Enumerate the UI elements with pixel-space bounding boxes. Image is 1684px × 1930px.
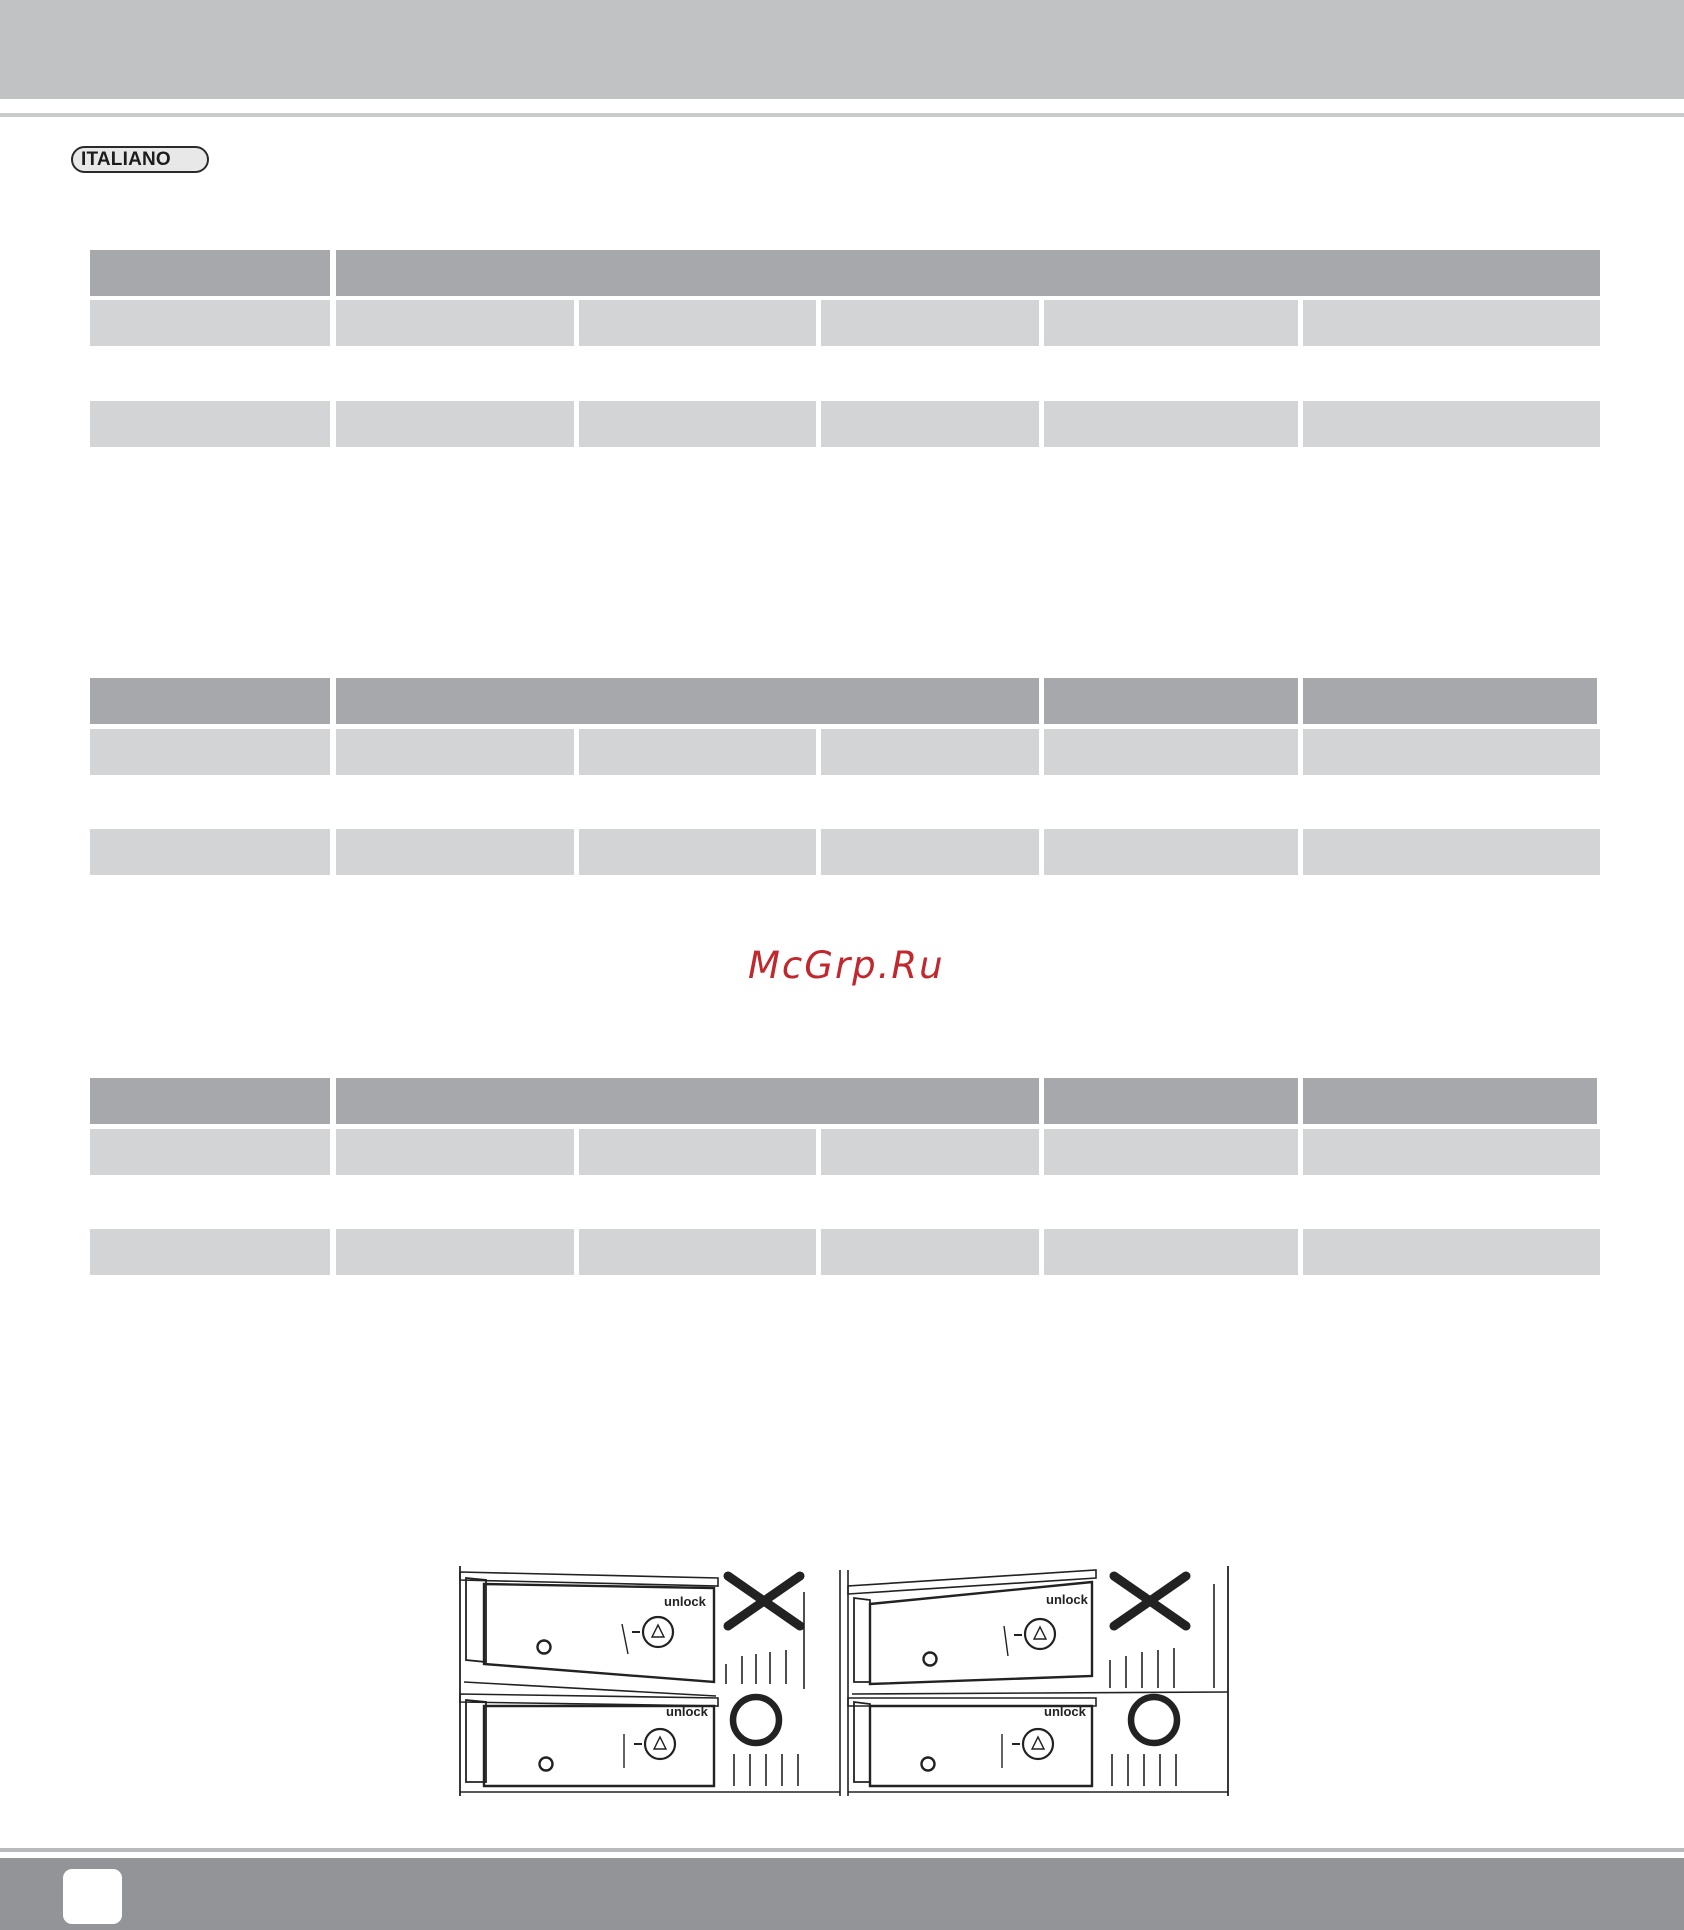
table-row bbox=[90, 729, 1600, 775]
table-cell bbox=[579, 300, 816, 346]
table-cell bbox=[90, 1229, 330, 1275]
table-header-cell bbox=[336, 678, 1039, 724]
table-cell bbox=[336, 729, 574, 775]
panel-bottom-right bbox=[848, 1697, 1228, 1792]
header-band bbox=[0, 0, 1684, 99]
table-cell bbox=[1044, 1129, 1298, 1175]
table-cell bbox=[336, 1129, 574, 1175]
table-cell bbox=[821, 1229, 1039, 1275]
panel-top-right bbox=[848, 1570, 1228, 1694]
watermark: McGrp.Ru bbox=[748, 944, 945, 987]
table-cell bbox=[1303, 1129, 1600, 1175]
table-header-cell bbox=[336, 250, 1600, 296]
table-cell bbox=[90, 300, 330, 346]
table-cell bbox=[336, 401, 574, 447]
table-cell bbox=[1044, 300, 1298, 346]
table-cell bbox=[821, 1129, 1039, 1175]
table-row bbox=[90, 401, 1600, 447]
page-number-box bbox=[63, 1869, 122, 1924]
table-header-cell bbox=[1044, 1078, 1298, 1124]
table-cell bbox=[579, 729, 816, 775]
table-header-row bbox=[90, 1078, 1600, 1124]
table-cell bbox=[336, 1229, 574, 1275]
table-row bbox=[90, 1129, 1600, 1175]
table-cell bbox=[90, 1129, 330, 1175]
table-cell bbox=[579, 829, 816, 875]
unlock-label: unlock bbox=[1046, 1592, 1088, 1607]
table-cell bbox=[90, 829, 330, 875]
table-cell bbox=[336, 829, 574, 875]
table-cell bbox=[1044, 1229, 1298, 1275]
footer-rule bbox=[0, 1848, 1684, 1852]
table-header-cell bbox=[336, 1078, 1039, 1124]
table-cell bbox=[579, 1229, 816, 1275]
table-header-cell bbox=[90, 678, 330, 724]
table-cell bbox=[1303, 729, 1600, 775]
footer-band bbox=[0, 1858, 1684, 1930]
table-cell bbox=[336, 300, 574, 346]
unlock-label: unlock bbox=[666, 1704, 708, 1719]
panel-top-left bbox=[460, 1572, 804, 1696]
table-cell bbox=[1303, 300, 1600, 346]
table-cell bbox=[1044, 401, 1298, 447]
table-cell bbox=[90, 729, 330, 775]
table-cell bbox=[1044, 829, 1298, 875]
table-row bbox=[90, 1229, 1600, 1275]
table-cell bbox=[821, 829, 1039, 875]
language-badge: ITALIANO bbox=[71, 146, 209, 173]
table-cell bbox=[1044, 729, 1298, 775]
table-header-cell bbox=[1303, 1078, 1597, 1124]
table-header-cell bbox=[1303, 678, 1597, 724]
table-cell bbox=[90, 401, 330, 447]
table-cell bbox=[579, 401, 816, 447]
table-cell bbox=[821, 401, 1039, 447]
table-row bbox=[90, 829, 1600, 875]
table-cell bbox=[1303, 401, 1600, 447]
unlock-label: unlock bbox=[664, 1594, 706, 1609]
unlock-label: unlock bbox=[1044, 1704, 1086, 1719]
table-row bbox=[90, 300, 1600, 346]
table-cell bbox=[821, 729, 1039, 775]
table-header-cell bbox=[90, 250, 330, 296]
table-cell bbox=[1303, 829, 1600, 875]
table-header-cell bbox=[90, 1078, 330, 1124]
table-header-cell bbox=[1044, 678, 1298, 724]
panel-bottom-left bbox=[460, 1694, 840, 1792]
table-cell bbox=[1303, 1229, 1600, 1275]
table-cell bbox=[579, 1129, 816, 1175]
tray-insertion-illustration bbox=[456, 1564, 1233, 1800]
table-header-row bbox=[90, 678, 1600, 724]
table-cell bbox=[821, 300, 1039, 346]
table-header-row bbox=[90, 250, 1600, 296]
header-rule bbox=[0, 113, 1684, 117]
